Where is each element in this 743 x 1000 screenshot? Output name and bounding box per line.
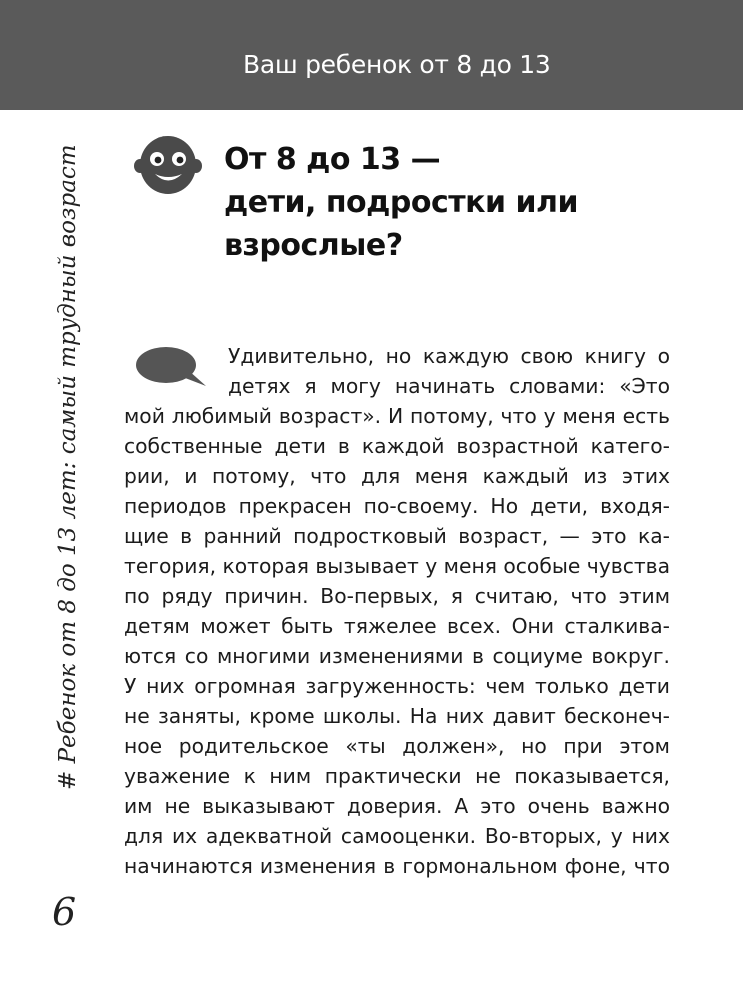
chapter-title-line: От 8 до 13 — [224,142,441,177]
body-line: Удивительно, но каждую свою книгу о [228,344,670,368]
running-header-title: Ваш ребенок от 8 до 13 [243,50,551,79]
body-line: ются со многими изменениями в социуме вокруг. [124,644,670,668]
body-line: уважение к ним практически не показывается, [124,764,670,788]
body-paragraph [124,341,670,881]
header-bar [0,0,743,110]
body-line: им не выказывают доверия. А это очень важно [124,794,670,818]
body-line: начинаются изменения в гормональном фоне, что [124,854,670,878]
body-line: ное родительское «ты должен», но при этом [124,734,670,758]
body-line: щие в ранний подростковый возраст, — это ка- [124,524,670,548]
chapter-title-line: дети, подростки или [224,185,578,220]
body-line: рии, и потому, что для меня каждый из этих [124,464,670,488]
smiling-face-icon [132,131,204,195]
body-line: для их адекватной самооценки. Во-вторых, у них [124,824,670,848]
body-line: мой любимый возраст». И потому, что у меня есть [124,404,670,428]
chapter-title [224,138,694,267]
body-line: тегория, которая вызывает у меня особые чувства [124,554,671,578]
body-line: не заняты, кроме школы. На них давит бесконеч- [124,704,670,728]
body-line: детям может быть тяжелее всех. Они сталкива- [124,614,670,638]
body-line: собственные дети в каждой возрастной катего- [124,434,670,458]
body-line: детях я могу начинать словами: «Это [228,374,670,398]
body-line: периодов прекрасен по-своему. Но дети, входя- [124,494,670,518]
body-line: по ряду причин. Во-первых, я считаю, что этим [124,584,670,608]
page-number: 6 [52,890,77,934]
vertical-running-title: # Ребенок от 8 до 13 лет: самый трудный возраст [55,144,81,790]
chapter-title-line: взрослые? [224,228,403,263]
body-line: У них огромная загруженность: чем только дети [124,674,670,698]
